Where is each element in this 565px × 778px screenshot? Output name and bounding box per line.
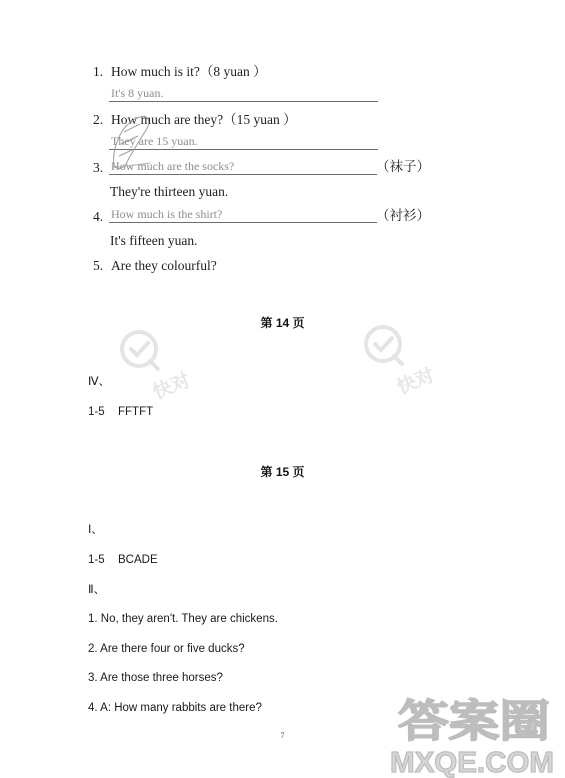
kuaidui-watermark-right xyxy=(366,327,437,399)
exercise-3-number: 3. xyxy=(93,160,104,175)
answer-underline xyxy=(109,174,377,175)
exercise-4-filled-question: How much is the shirt? xyxy=(111,207,223,221)
page-15-heading: 第 15 页 xyxy=(260,465,305,479)
exercise-2-question xyxy=(93,112,297,128)
watermark-logo-text: 快对 xyxy=(393,364,438,399)
answer-range: 1-5 xyxy=(88,554,105,566)
page-14-heading: 第 14 页 xyxy=(260,316,305,330)
watermark-site-url: MXQE.COM xyxy=(390,747,554,778)
question-text: How much is it?（8 yuan ） xyxy=(111,64,267,79)
answer-key: BCADE xyxy=(118,554,158,566)
page-number: 7 xyxy=(280,731,285,740)
exercise-number: 1. xyxy=(93,64,104,79)
exercise-3-filled-question: How much are the socks? xyxy=(111,159,235,173)
exercise-5-question xyxy=(93,258,217,274)
exercise-4-answer: It's fifteen yuan. xyxy=(110,233,198,248)
answer-key: FFTFT xyxy=(118,406,154,418)
list-item: 1. No, they aren't. They are chickens. xyxy=(88,613,278,625)
watermark-logo-text: 快对 xyxy=(149,369,194,404)
exercise-number: 2. xyxy=(93,112,104,127)
exercise-1-answer: It's 8 yuan. xyxy=(111,86,164,100)
answer-underline xyxy=(109,149,378,150)
section-i-label: Ⅰ、 xyxy=(88,524,103,536)
exercise-number: 5. xyxy=(93,258,104,273)
exercise-3-answer: They're thirteen yuan. xyxy=(110,184,229,199)
exercise-4-hint: （衬衫） xyxy=(376,208,430,223)
exercise-2-answer: They are 15 yuan. xyxy=(111,134,198,148)
section-iv-label: Ⅳ、 xyxy=(88,376,111,388)
answer-underline xyxy=(109,222,377,223)
exercise-4-number: 4. xyxy=(93,209,104,224)
kuaidui-watermark-left xyxy=(122,332,193,404)
answer-underline xyxy=(109,101,378,102)
list-item: 4. A: How many rabbits are there? xyxy=(88,702,262,714)
section-ii-label: Ⅱ、 xyxy=(88,584,106,596)
question-text: How much are they?（15 yuan ） xyxy=(111,112,297,127)
list-item: 3. Are those three horses? xyxy=(88,672,223,684)
answer-range: 1-5 xyxy=(88,406,105,418)
exercise-3-hint: （袜子） xyxy=(376,159,430,174)
question-text: Are they colourful? xyxy=(111,258,217,273)
list-item: 2. Are there four or five ducks? xyxy=(88,643,245,655)
exercise-1-question xyxy=(93,64,267,80)
watermark-site-name: 答案圈 xyxy=(398,696,550,747)
